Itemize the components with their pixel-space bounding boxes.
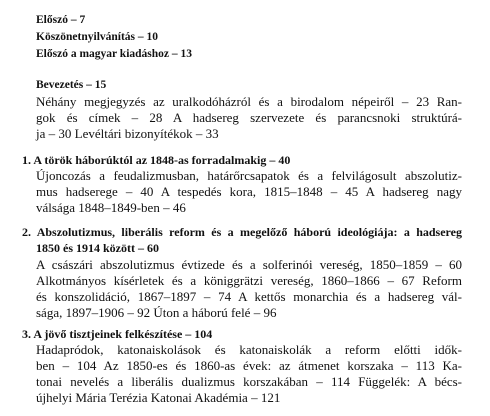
toc-subentry-line: ja – 30 Levéltári bizonyítékok – 33 [36, 126, 219, 141]
toc-subentry-line: Néhány megjegyzés az uralkodóházról és a birodalom népeiről – 23 Ran- [36, 94, 462, 109]
toc-subentry-line: újhelyi Mária Terézia Katonai Akadémia – 121 [36, 390, 281, 405]
toc-chapter-2-title: 2. Abszolutizmus, liberális reform és a megelőző háború ideológiája: a hadsereg [22, 225, 462, 239]
toc-entry-acknowledgements: Köszönetnyilvánítás – 10 [36, 31, 159, 43]
toc-entry-hungarian-foreword: Előszó a magyar kiadáshoz – 13 [36, 48, 193, 60]
toc-subentry-line: Alkotmányos kísérletek és a königgrätzi vereség, 1860–1866 – 67 Reform [36, 273, 462, 288]
toc-subentry-line: mus hadserege – 40 A tespedés kora, 1815–1848 – 45 A hadsereg nagy [36, 184, 462, 199]
toc-chapter-3-title: 3. A jövő tisztjeinek felkészítése – 104 [22, 327, 213, 341]
toc-subentry-line: gok és címek – 28 A hadsereg szervezete és parancsnoki struktúrá- [36, 110, 462, 125]
toc-chapter-1-title: 1. A török háborúktól az 1848-as forradalmakig – 40 [22, 153, 291, 167]
toc-subentry-line: A császári abszolutizmus évtizede és a solferinói vereség, 1850–1859 – 60 [36, 257, 462, 272]
toc-entry-introduction: Bevezetés – 15 [36, 79, 107, 91]
toc-subentry-line: tonai nevelés a liberális dualizmus korszakában – 114 Függelék: A bécs- [36, 374, 462, 389]
toc-entry-foreword: Előszó – 7 [36, 14, 86, 26]
toc-subentry-line: Újoncozás a feudalizmusban, határőrcsapatok és a felvilágosult abszolutiz- [36, 168, 462, 183]
toc-subentry-line: ben – 104 Az 1850-es és 1860-as évek: az átmenet korszaka – 113 Ka- [36, 358, 462, 373]
toc-subentry-line: és konszolidáció, 1867–1897 – 74 A kettős monarchia és a hadsereg vál- [36, 289, 462, 304]
toc-subentry-line: sága, 1897–1906 – 92 Úton a háború felé – 96 [36, 305, 277, 320]
toc-subentry-line: válsága 1848–1849-ben – 46 [36, 200, 186, 215]
toc-subentry-line: Hadapródok, katonaiskolások és katonaiskolák a reform előtti idők- [36, 342, 462, 357]
toc-chapter-2-title-cont: 1850 és 1914 között – 60 [36, 241, 159, 255]
